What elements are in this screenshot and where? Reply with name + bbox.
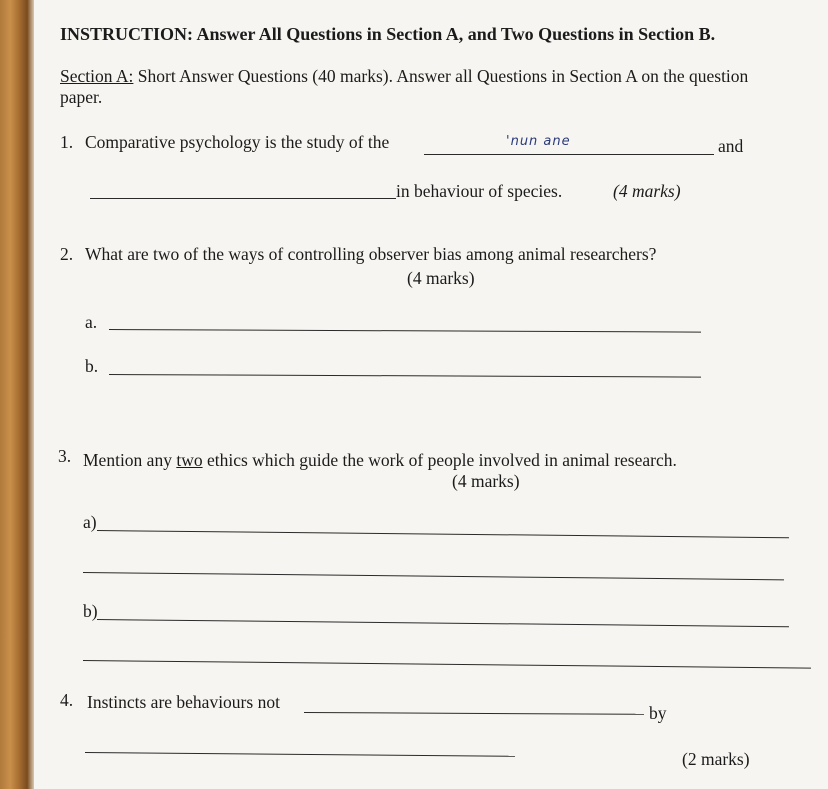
q3-answer-line-a1[interactable] bbox=[97, 530, 789, 538]
section-a-text: Short Answer Questions (40 marks). Answer all Questions in Section A on the question bbox=[133, 66, 749, 86]
q4-marks: (2 marks) bbox=[682, 749, 750, 769]
section-a-text-line2: paper. bbox=[60, 87, 103, 107]
q3-number: 3. bbox=[58, 446, 72, 466]
q2-number: 2. bbox=[60, 244, 74, 264]
q2-option-a-label: a. bbox=[85, 312, 98, 332]
q4-text: Instincts are behaviours not bbox=[87, 692, 280, 712]
q3-answer-line-b1[interactable] bbox=[97, 619, 789, 627]
q3-text-underlined: two bbox=[176, 450, 203, 470]
q3-answer-line-b2[interactable] bbox=[83, 660, 811, 669]
exam-page bbox=[34, 0, 828, 789]
q3-text bbox=[83, 450, 677, 470]
q1-answer-line-1[interactable] bbox=[424, 154, 714, 155]
section-a-title: Section A: bbox=[60, 66, 134, 86]
q2-marks: (4 marks) bbox=[407, 268, 475, 288]
q4-number: 4. bbox=[60, 690, 74, 710]
q1-number: 1. bbox=[60, 132, 74, 152]
instruction-heading: INSTRUCTION: Answer All Questions in Section A, and Two Questions in Section B. bbox=[60, 24, 716, 44]
q4-answer-line-2[interactable] bbox=[85, 752, 515, 757]
q2-answer-line-b[interactable] bbox=[109, 374, 701, 378]
q2-text: What are two of the ways of controlling observer bias among animal researchers? bbox=[85, 244, 657, 264]
q3-text-before: Mention any bbox=[83, 450, 177, 470]
q1-answer-line-2[interactable] bbox=[90, 198, 396, 199]
q3-answer-line-a2[interactable] bbox=[83, 572, 784, 580]
section-a-intro bbox=[60, 66, 748, 86]
q3-option-a-label: a) bbox=[83, 512, 97, 532]
q3-option-b-label: b) bbox=[83, 601, 98, 621]
q2-answer-line-a[interactable] bbox=[109, 329, 701, 333]
q2-option-b-label: b. bbox=[85, 356, 99, 376]
q3-marks: (4 marks) bbox=[452, 471, 520, 491]
q1-text-and: and bbox=[718, 136, 744, 156]
q3-text-after: ethics which guide the work of people involved in animal research. bbox=[202, 450, 677, 470]
q1-text-part1: Comparative psychology is the study of the bbox=[85, 132, 390, 152]
q1-text-part2: in behaviour of species. bbox=[396, 181, 563, 201]
q4-answer-line-1[interactable] bbox=[304, 712, 644, 715]
q1-marks: (4 marks) bbox=[613, 181, 681, 201]
q1-handwritten-answer: 'nun ane bbox=[506, 134, 571, 149]
book-binding bbox=[0, 0, 34, 789]
q4-text-by: by bbox=[649, 703, 667, 723]
